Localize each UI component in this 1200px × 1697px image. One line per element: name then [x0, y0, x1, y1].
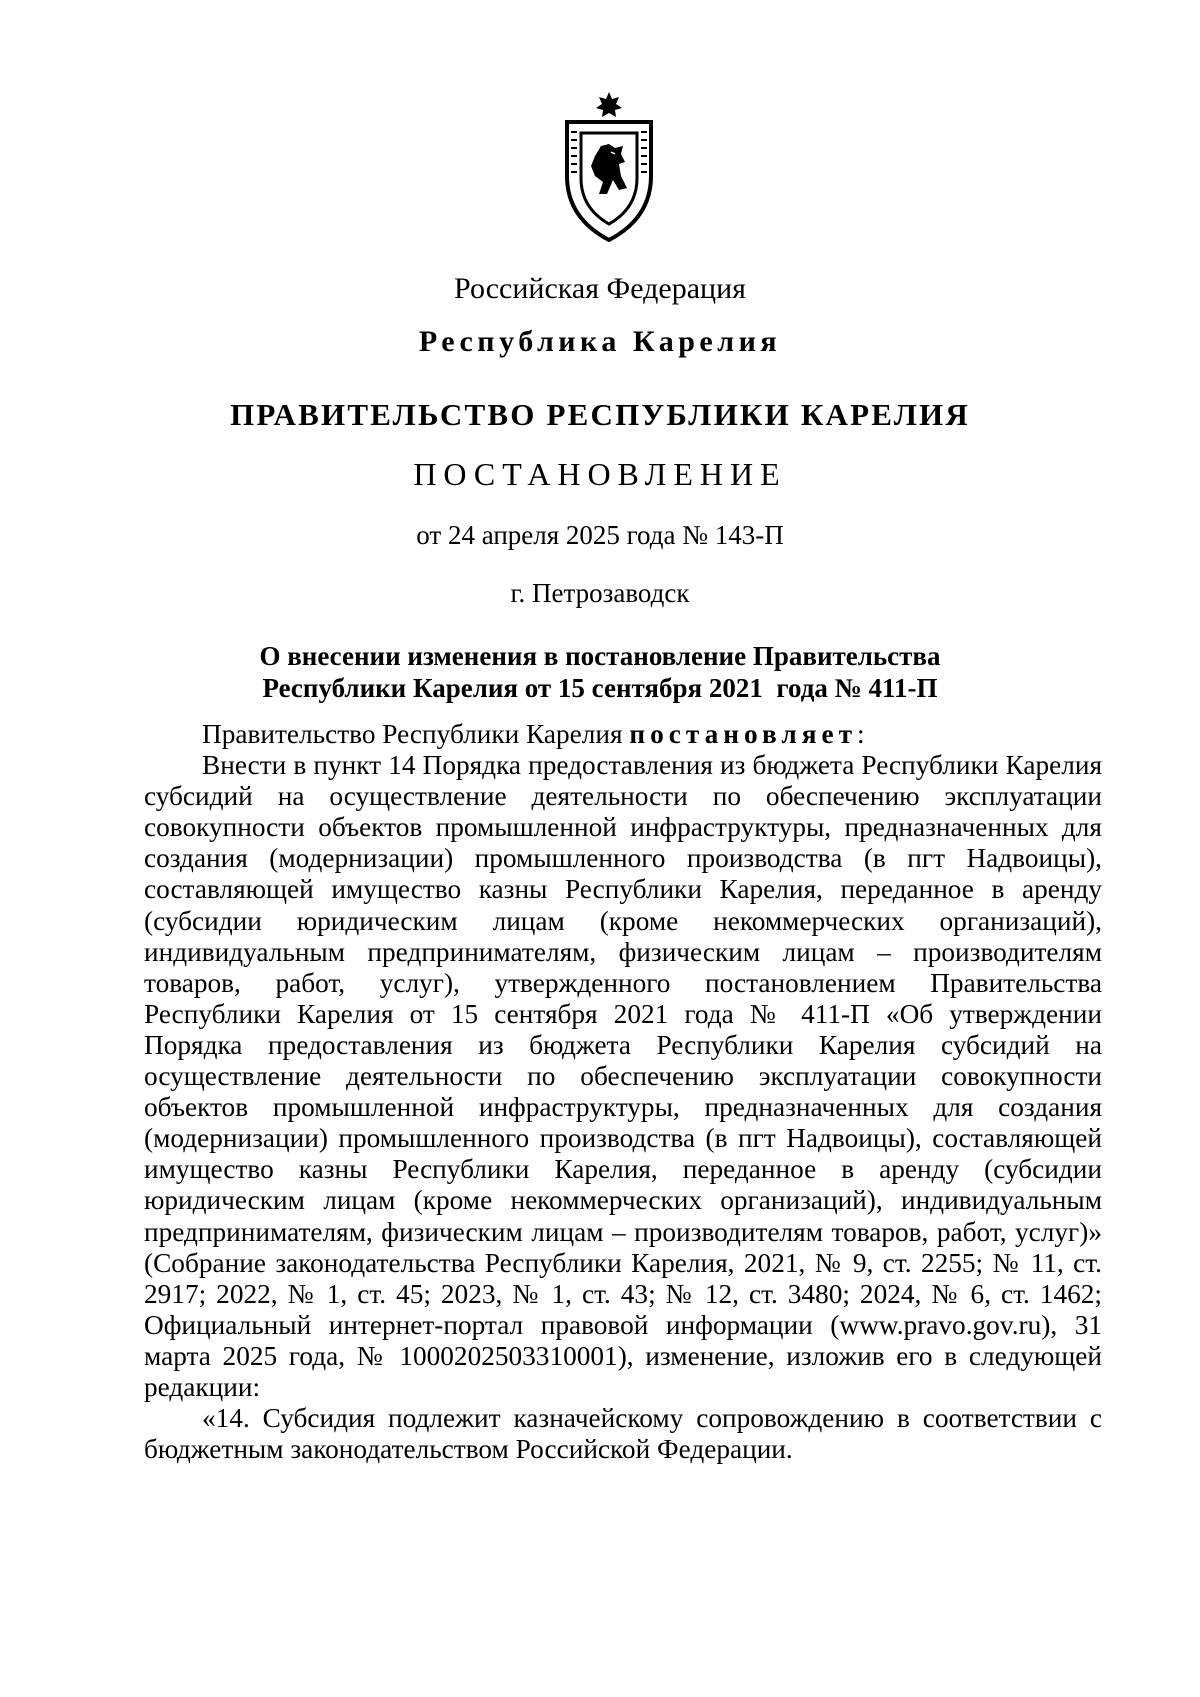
- intro-decides: постановляет: [629, 719, 857, 749]
- document-city: г. Петрозаводск: [510, 578, 690, 608]
- document-subject: [0, 640, 1200, 704]
- federation-name: Российская Федерация: [454, 272, 746, 305]
- intro-suffix: :: [857, 719, 865, 749]
- intro-paragraph: [144, 719, 1102, 750]
- body-paragraph-2: «14. Субсидия подлежит казначейскому сопровождению в соответствии с бюджетным законодательством Российской Федерации.: [144, 1403, 1102, 1465]
- government-name: ПРАВИТЕЛЬСТВО РЕСПУБЛИКИ КАРЕЛИЯ: [230, 397, 970, 432]
- body-paragraph-1: Внести в пункт 14 Порядка предоставления из бюджета Республики Карелия субсидий на осуществление деятельности по обеспечению эксплуатации совокупности объектов промышленной инфраструктуры, предназначенных для создания (модернизации) промышленного производства (в пгт Надвоицы), составляющей имущество казны Республики Карелия, переданное в аренду (субсидии юридическим лицам (кроме некоммерческих организаций), индивидуальным предпринимателям, физическим лицам – производителям товаров, работ, услуг), утвержденного постановлением Правительства Республики Карелия от 15 сентября 2021 года № 411-П «Об утверждении Порядка предоставления из бюджета Республики Карелия субсидий на осуществление деятельности по обеспечению эксплуатации совокупности объектов промышленной инфраструктуры, предназначенных для создания (модернизации) промышленного производства (в пгт Надвоицы), составляющей имущество казны Республики Карелия, переданное в аренду (субсидии юридическим лицам (кроме некоммерческих организаций), индивидуальным предпринимателям, физическим лицам – производителям товаров, работ, услуг)» (Собрание законодательства Республики Карелия, 2021, № 9, ст. 2255; № 11, ст. 2917; 2022, № 1, ст. 45; 2023, № 1, ст. 43; № 12, ст. 3480; 2024, № 6, ст. 1462; Официальный интернет-портал правовой информации (www.pravo.gov.ru), 31 марта 2025 года, № 1000202503310001), изменение, изложив его в следующей редакции:: [144, 750, 1102, 1402]
- intro-prefix: Правительство Республики Карелия: [202, 719, 630, 749]
- republic-name: Республика Карелия: [418, 325, 782, 358]
- subject-line-2: Республики Карелия от 15 сентября 2021 года № 411-П: [262, 673, 938, 703]
- document-date-number: от 24 апреля 2025 года № 143-П: [416, 520, 784, 550]
- coat-of-arms-of-karelia-icon: [561, 92, 657, 242]
- document-type: ПОСТАНОВЛЕНИЕ: [413, 456, 787, 492]
- document-body: [144, 719, 1102, 1465]
- subject-line-1: О внесении изменения в постановление Правительства: [259, 641, 941, 671]
